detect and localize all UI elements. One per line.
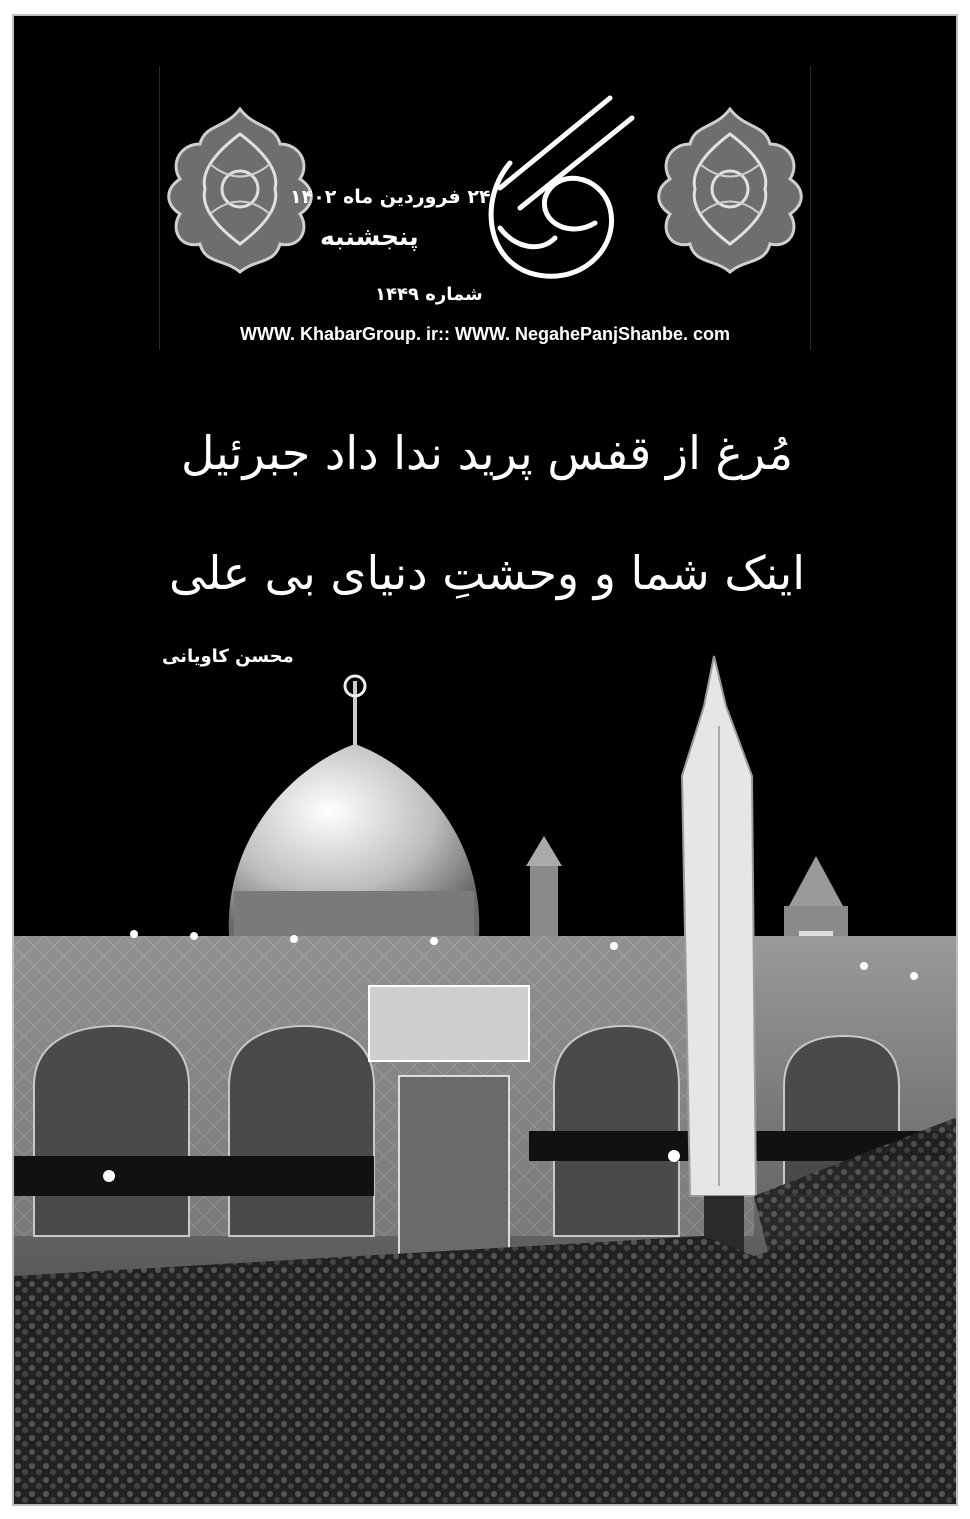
issue-number: شماره ۱۴۴۹ [375,284,483,305]
poem-line-1: مُرغ از قفس پرید ندا داد جبرئیل [181,426,793,480]
masthead [159,66,811,350]
newspaper-page [12,14,958,1506]
poet-name: محسن کاویانی [162,646,294,667]
ornament-right-icon [655,104,805,274]
weekday-label: پنجشنبه [320,222,419,251]
issue-date: ۲۴ فروردین ماه ۱۴۰۲ [290,186,491,208]
poem-line-2: اینک شما و وحشتِ دنیای بی علی [169,546,805,600]
website-urls: WWW. KhabarGroup. ir:: WWW. NegahePanjShanbe. com [239,324,731,344]
shrine-photo [14,636,958,1506]
